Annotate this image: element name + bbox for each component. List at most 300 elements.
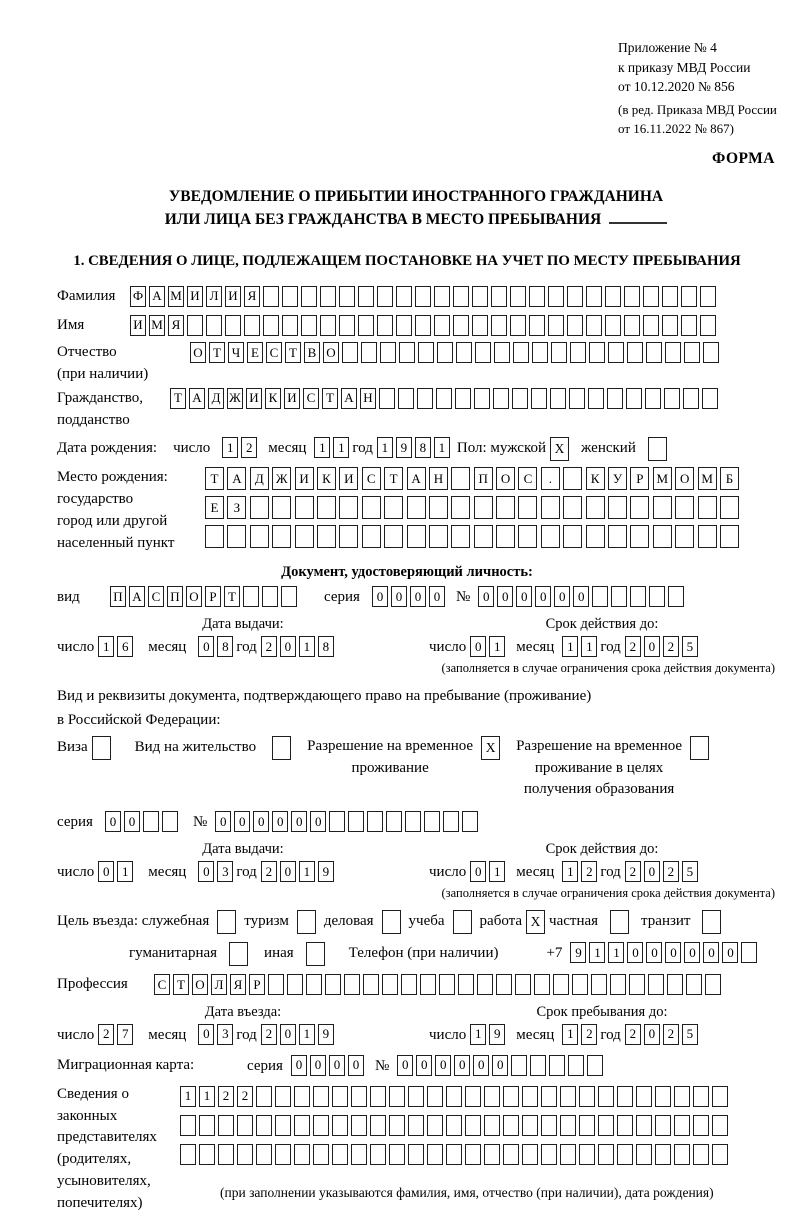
char-cell[interactable] — [617, 1115, 633, 1136]
char-cell[interactable] — [636, 1144, 652, 1165]
char-cell[interactable]: О — [192, 974, 208, 995]
char-cell[interactable] — [589, 342, 605, 363]
char-cell[interactable] — [586, 496, 605, 519]
sex-male-checkbox[interactable]: X — [550, 437, 569, 461]
char-cell[interactable] — [655, 1086, 671, 1107]
char-cell[interactable] — [513, 342, 529, 363]
char-cell[interactable] — [522, 1144, 538, 1165]
char-cell[interactable] — [649, 586, 665, 607]
char-cell[interactable] — [408, 1086, 424, 1107]
char-cell[interactable] — [301, 286, 317, 307]
char-cell[interactable] — [681, 286, 697, 307]
char-cell[interactable]: 5 — [682, 1024, 698, 1045]
char-cell[interactable]: 1 — [434, 437, 450, 458]
char-cell[interactable] — [703, 342, 719, 363]
char-cell[interactable] — [531, 388, 547, 409]
purpose-other-checkbox[interactable] — [306, 942, 325, 966]
char-cell[interactable] — [484, 1115, 500, 1136]
char-cell[interactable]: Н — [429, 467, 448, 490]
char-cell[interactable]: 8 — [318, 636, 334, 657]
char-cell[interactable] — [586, 525, 605, 548]
char-cell[interactable]: 6 — [117, 636, 133, 657]
char-cell[interactable] — [384, 496, 403, 519]
char-cell[interactable] — [636, 1115, 652, 1136]
char-cell[interactable] — [684, 342, 700, 363]
char-cell[interactable]: 1 — [222, 437, 238, 458]
char-cell[interactable]: 1 — [199, 1086, 215, 1107]
char-cell[interactable] — [287, 974, 303, 995]
char-cell[interactable] — [446, 1115, 462, 1136]
char-cell[interactable] — [294, 1115, 310, 1136]
char-cell[interactable] — [451, 496, 470, 519]
char-cell[interactable]: А — [149, 286, 165, 307]
char-cell[interactable]: 1 — [562, 636, 578, 657]
char-cell[interactable] — [675, 496, 694, 519]
char-cell[interactable] — [605, 286, 621, 307]
char-cell[interactable] — [643, 315, 659, 336]
char-cell[interactable] — [653, 496, 672, 519]
char-cell[interactable] — [143, 811, 159, 832]
char-cell[interactable] — [693, 1115, 709, 1136]
char-cell[interactable]: 1 — [608, 942, 624, 963]
char-cell[interactable] — [370, 1115, 386, 1136]
char-cell[interactable] — [712, 1115, 728, 1136]
char-cell[interactable]: 0 — [554, 586, 570, 607]
char-cell[interactable]: 0 — [280, 636, 296, 657]
char-cell[interactable] — [655, 1144, 671, 1165]
char-cell[interactable]: 1 — [299, 636, 315, 657]
char-cell[interactable] — [693, 1144, 709, 1165]
char-cell[interactable] — [591, 974, 607, 995]
char-cell[interactable]: 1 — [489, 636, 505, 657]
char-cell[interactable]: С — [266, 342, 282, 363]
char-cell[interactable]: Т — [209, 342, 225, 363]
char-cell[interactable] — [384, 525, 403, 548]
char-cell[interactable] — [199, 1144, 215, 1165]
char-cell[interactable] — [518, 525, 537, 548]
char-cell[interactable]: П — [474, 467, 493, 490]
char-cell[interactable] — [462, 811, 478, 832]
char-cell[interactable]: 0 — [397, 1055, 413, 1076]
char-cell[interactable] — [624, 315, 640, 336]
char-cell[interactable] — [206, 315, 222, 336]
char-cell[interactable]: 0 — [644, 636, 660, 657]
char-cell[interactable]: 1 — [314, 437, 330, 458]
char-cell[interactable]: 0 — [329, 1055, 345, 1076]
char-cell[interactable]: 2 — [237, 1086, 253, 1107]
char-cell[interactable] — [367, 811, 383, 832]
char-cell[interactable]: 0 — [280, 861, 296, 882]
char-cell[interactable]: Т — [170, 388, 186, 409]
char-cell[interactable] — [472, 315, 488, 336]
char-cell[interactable] — [313, 1115, 329, 1136]
char-cell[interactable] — [317, 496, 336, 519]
char-cell[interactable]: Р — [630, 467, 649, 490]
char-cell[interactable]: 9 — [489, 1024, 505, 1045]
char-cell[interactable] — [598, 1086, 614, 1107]
char-cell[interactable]: Ж — [227, 388, 243, 409]
purpose-private-checkbox[interactable] — [610, 910, 629, 934]
char-cell[interactable]: 0 — [234, 811, 250, 832]
char-cell[interactable] — [162, 811, 178, 832]
char-cell[interactable] — [567, 286, 583, 307]
char-cell[interactable] — [379, 388, 395, 409]
char-cell[interactable] — [225, 315, 241, 336]
purpose-tourism-checkbox[interactable] — [297, 910, 316, 934]
char-cell[interactable] — [510, 286, 526, 307]
char-cell[interactable]: И — [187, 286, 203, 307]
char-cell[interactable]: 1 — [117, 861, 133, 882]
char-cell[interactable]: 1 — [489, 861, 505, 882]
char-cell[interactable]: 0 — [646, 942, 662, 963]
char-cell[interactable] — [510, 315, 526, 336]
char-cell[interactable] — [667, 974, 683, 995]
char-cell[interactable]: 0 — [535, 586, 551, 607]
char-cell[interactable]: 0 — [573, 586, 589, 607]
char-cell[interactable]: 1 — [470, 1024, 486, 1045]
char-cell[interactable] — [434, 315, 450, 336]
char-cell[interactable] — [588, 388, 604, 409]
char-cell[interactable]: 2 — [625, 636, 641, 657]
char-cell[interactable] — [712, 1086, 728, 1107]
char-cell[interactable]: В — [304, 342, 320, 363]
char-cell[interactable]: С — [303, 388, 319, 409]
char-cell[interactable]: Т — [173, 974, 189, 995]
char-cell[interactable] — [665, 342, 681, 363]
purpose-business-checkbox[interactable] — [382, 910, 401, 934]
char-cell[interactable]: А — [407, 467, 426, 490]
char-cell[interactable] — [627, 342, 643, 363]
char-cell[interactable]: С — [362, 467, 381, 490]
char-cell[interactable] — [244, 315, 260, 336]
char-cell[interactable]: З — [227, 496, 246, 519]
char-cell[interactable] — [358, 315, 374, 336]
char-cell[interactable] — [456, 342, 472, 363]
char-cell[interactable]: 0 — [253, 811, 269, 832]
char-cell[interactable] — [465, 1144, 481, 1165]
char-cell[interactable] — [263, 286, 279, 307]
char-cell[interactable]: 0 — [291, 1055, 307, 1076]
char-cell[interactable] — [436, 388, 452, 409]
char-cell[interactable] — [396, 286, 412, 307]
char-cell[interactable] — [494, 342, 510, 363]
char-cell[interactable] — [503, 1144, 519, 1165]
char-cell[interactable]: Д — [250, 467, 269, 490]
char-cell[interactable] — [199, 1115, 215, 1136]
char-cell[interactable] — [491, 286, 507, 307]
purpose-official-checkbox[interactable] — [217, 910, 236, 934]
char-cell[interactable]: 0 — [722, 942, 738, 963]
char-cell[interactable] — [272, 496, 291, 519]
char-cell[interactable] — [418, 342, 434, 363]
char-cell[interactable] — [551, 342, 567, 363]
char-cell[interactable] — [550, 388, 566, 409]
char-cell[interactable] — [653, 525, 672, 548]
char-cell[interactable] — [427, 1144, 443, 1165]
char-cell[interactable] — [250, 496, 269, 519]
char-cell[interactable] — [455, 388, 471, 409]
char-cell[interactable] — [586, 315, 602, 336]
char-cell[interactable] — [472, 286, 488, 307]
char-cell[interactable] — [512, 388, 528, 409]
char-cell[interactable]: 8 — [217, 636, 233, 657]
char-cell[interactable]: 2 — [98, 1024, 114, 1045]
char-cell[interactable]: 0 — [124, 811, 140, 832]
char-cell[interactable] — [611, 586, 627, 607]
char-cell[interactable] — [553, 974, 569, 995]
char-cell[interactable] — [301, 315, 317, 336]
char-cell[interactable] — [541, 1086, 557, 1107]
char-cell[interactable]: 0 — [310, 811, 326, 832]
char-cell[interactable]: Е — [205, 496, 224, 519]
char-cell[interactable] — [493, 388, 509, 409]
char-cell[interactable]: С — [148, 586, 164, 607]
char-cell[interactable]: 0 — [429, 586, 445, 607]
char-cell[interactable]: 9 — [318, 861, 334, 882]
char-cell[interactable] — [630, 525, 649, 548]
char-cell[interactable] — [592, 586, 608, 607]
char-cell[interactable]: 2 — [261, 636, 277, 657]
char-cell[interactable]: О — [496, 467, 515, 490]
char-cell[interactable] — [541, 1144, 557, 1165]
char-cell[interactable] — [496, 525, 515, 548]
char-cell[interactable]: 0 — [644, 1024, 660, 1045]
char-cell[interactable] — [250, 525, 269, 548]
char-cell[interactable]: 9 — [318, 1024, 334, 1045]
char-cell[interactable] — [339, 525, 358, 548]
char-cell[interactable] — [351, 1086, 367, 1107]
char-cell[interactable] — [686, 974, 702, 995]
char-cell[interactable]: 2 — [581, 1024, 597, 1045]
char-cell[interactable]: 1 — [299, 1024, 315, 1045]
char-cell[interactable]: 2 — [241, 437, 257, 458]
char-cell[interactable] — [370, 1144, 386, 1165]
char-cell[interactable] — [332, 1115, 348, 1136]
char-cell[interactable] — [361, 342, 377, 363]
char-cell[interactable] — [569, 388, 585, 409]
char-cell[interactable]: 0 — [478, 586, 494, 607]
temp-residence-education-checkbox[interactable] — [690, 736, 709, 760]
char-cell[interactable] — [282, 286, 298, 307]
char-cell[interactable] — [320, 315, 336, 336]
char-cell[interactable]: 8 — [415, 437, 431, 458]
char-cell[interactable] — [332, 1144, 348, 1165]
char-cell[interactable] — [648, 974, 664, 995]
char-cell[interactable]: 9 — [396, 437, 412, 458]
char-cell[interactable] — [415, 315, 431, 336]
char-cell[interactable] — [662, 286, 678, 307]
char-cell[interactable] — [491, 315, 507, 336]
char-cell[interactable] — [417, 388, 433, 409]
char-cell[interactable]: А — [189, 388, 205, 409]
char-cell[interactable] — [683, 388, 699, 409]
char-cell[interactable]: Я — [230, 974, 246, 995]
char-cell[interactable]: П — [167, 586, 183, 607]
char-cell[interactable] — [342, 342, 358, 363]
char-cell[interactable] — [474, 496, 493, 519]
char-cell[interactable] — [386, 811, 402, 832]
char-cell[interactable] — [465, 1115, 481, 1136]
char-cell[interactable] — [563, 496, 582, 519]
char-cell[interactable] — [617, 1144, 633, 1165]
char-cell[interactable]: 2 — [261, 861, 277, 882]
char-cell[interactable]: 2 — [625, 1024, 641, 1045]
char-cell[interactable]: 2 — [581, 861, 597, 882]
char-cell[interactable] — [377, 286, 393, 307]
char-cell[interactable]: 0 — [516, 586, 532, 607]
char-cell[interactable]: 9 — [570, 942, 586, 963]
char-cell[interactable]: 1 — [581, 636, 597, 657]
char-cell[interactable]: 1 — [299, 861, 315, 882]
char-cell[interactable]: 0 — [372, 586, 388, 607]
char-cell[interactable] — [674, 1086, 690, 1107]
char-cell[interactable] — [534, 974, 550, 995]
char-cell[interactable]: О — [675, 467, 694, 490]
char-cell[interactable] — [681, 315, 697, 336]
char-cell[interactable] — [541, 496, 560, 519]
char-cell[interactable] — [408, 1115, 424, 1136]
char-cell[interactable] — [262, 586, 278, 607]
char-cell[interactable] — [313, 1144, 329, 1165]
char-cell[interactable]: Т — [205, 467, 224, 490]
char-cell[interactable]: 1 — [589, 942, 605, 963]
char-cell[interactable] — [643, 286, 659, 307]
char-cell[interactable] — [362, 496, 381, 519]
char-cell[interactable] — [407, 496, 426, 519]
char-cell[interactable] — [698, 525, 717, 548]
char-cell[interactable] — [256, 1115, 272, 1136]
char-cell[interactable] — [295, 525, 314, 548]
char-cell[interactable]: И — [225, 286, 241, 307]
char-cell[interactable] — [475, 342, 491, 363]
char-cell[interactable] — [572, 974, 588, 995]
char-cell[interactable]: Л — [211, 974, 227, 995]
char-cell[interactable] — [443, 811, 459, 832]
char-cell[interactable]: 0 — [410, 586, 426, 607]
char-cell[interactable] — [511, 1055, 527, 1076]
char-cell[interactable]: Б — [720, 467, 739, 490]
char-cell[interactable]: Т — [384, 467, 403, 490]
char-cell[interactable] — [427, 1086, 443, 1107]
char-cell[interactable] — [579, 1115, 595, 1136]
char-cell[interactable] — [313, 1086, 329, 1107]
char-cell[interactable]: Т — [285, 342, 301, 363]
char-cell[interactable]: А — [341, 388, 357, 409]
char-cell[interactable] — [380, 342, 396, 363]
residence-permit-checkbox[interactable] — [272, 736, 291, 760]
char-cell[interactable] — [218, 1144, 234, 1165]
char-cell[interactable]: С — [518, 467, 537, 490]
char-cell[interactable] — [332, 1086, 348, 1107]
char-cell[interactable] — [446, 1086, 462, 1107]
char-cell[interactable]: 0 — [391, 586, 407, 607]
char-cell[interactable] — [399, 342, 415, 363]
char-cell[interactable] — [700, 286, 716, 307]
char-cell[interactable]: 2 — [625, 861, 641, 882]
char-cell[interactable]: 1 — [98, 636, 114, 657]
char-cell[interactable]: 0 — [198, 636, 214, 657]
char-cell[interactable] — [522, 1086, 538, 1107]
char-cell[interactable]: 0 — [665, 942, 681, 963]
char-cell[interactable] — [263, 315, 279, 336]
char-cell[interactable]: А — [129, 586, 145, 607]
char-cell[interactable]: 1 — [377, 437, 393, 458]
char-cell[interactable]: 0 — [198, 1024, 214, 1045]
char-cell[interactable]: 1 — [180, 1086, 196, 1107]
char-cell[interactable] — [674, 1144, 690, 1165]
char-cell[interactable] — [407, 525, 426, 548]
char-cell[interactable] — [237, 1115, 253, 1136]
char-cell[interactable] — [275, 1115, 291, 1136]
char-cell[interactable] — [429, 496, 448, 519]
char-cell[interactable] — [434, 286, 450, 307]
char-cell[interactable]: Д — [208, 388, 224, 409]
char-cell[interactable] — [268, 974, 284, 995]
char-cell[interactable] — [529, 286, 545, 307]
char-cell[interactable] — [320, 286, 336, 307]
char-cell[interactable] — [427, 1115, 443, 1136]
char-cell[interactable]: 0 — [416, 1055, 432, 1076]
char-cell[interactable]: И — [130, 315, 146, 336]
char-cell[interactable]: А — [227, 467, 246, 490]
char-cell[interactable] — [306, 974, 322, 995]
char-cell[interactable] — [362, 525, 381, 548]
char-cell[interactable] — [256, 1086, 272, 1107]
char-cell[interactable]: Я — [168, 315, 184, 336]
char-cell[interactable] — [608, 525, 627, 548]
purpose-humanitarian-checkbox[interactable] — [229, 942, 248, 966]
char-cell[interactable]: Р — [249, 974, 265, 995]
char-cell[interactable]: 0 — [98, 861, 114, 882]
char-cell[interactable] — [563, 525, 582, 548]
purpose-transit-checkbox[interactable] — [702, 910, 721, 934]
char-cell[interactable] — [668, 586, 684, 607]
char-cell[interactable]: 2 — [663, 1024, 679, 1045]
char-cell[interactable] — [344, 974, 360, 995]
char-cell[interactable] — [705, 974, 721, 995]
char-cell[interactable] — [587, 1055, 603, 1076]
char-cell[interactable] — [518, 496, 537, 519]
char-cell[interactable]: Я — [244, 286, 260, 307]
char-cell[interactable] — [570, 342, 586, 363]
char-cell[interactable] — [451, 525, 470, 548]
char-cell[interactable]: 0 — [310, 1055, 326, 1076]
char-cell[interactable]: 5 — [682, 861, 698, 882]
char-cell[interactable] — [579, 1086, 595, 1107]
char-cell[interactable] — [529, 315, 545, 336]
char-cell[interactable] — [560, 1115, 576, 1136]
char-cell[interactable] — [532, 342, 548, 363]
char-cell[interactable] — [655, 1115, 671, 1136]
char-cell[interactable] — [646, 342, 662, 363]
char-cell[interactable] — [415, 286, 431, 307]
char-cell[interactable]: С — [154, 974, 170, 995]
char-cell[interactable] — [629, 974, 645, 995]
char-cell[interactable] — [624, 286, 640, 307]
char-cell[interactable]: 2 — [261, 1024, 277, 1045]
char-cell[interactable] — [530, 1055, 546, 1076]
char-cell[interactable]: Ф — [130, 286, 146, 307]
char-cell[interactable] — [598, 1144, 614, 1165]
char-cell[interactable]: 0 — [272, 811, 288, 832]
char-cell[interactable]: 0 — [348, 1055, 364, 1076]
char-cell[interactable]: 0 — [473, 1055, 489, 1076]
char-cell[interactable] — [363, 974, 379, 995]
char-cell[interactable] — [720, 496, 739, 519]
char-cell[interactable] — [664, 388, 680, 409]
char-cell[interactable]: 3 — [217, 861, 233, 882]
char-cell[interactable]: Т — [224, 586, 240, 607]
